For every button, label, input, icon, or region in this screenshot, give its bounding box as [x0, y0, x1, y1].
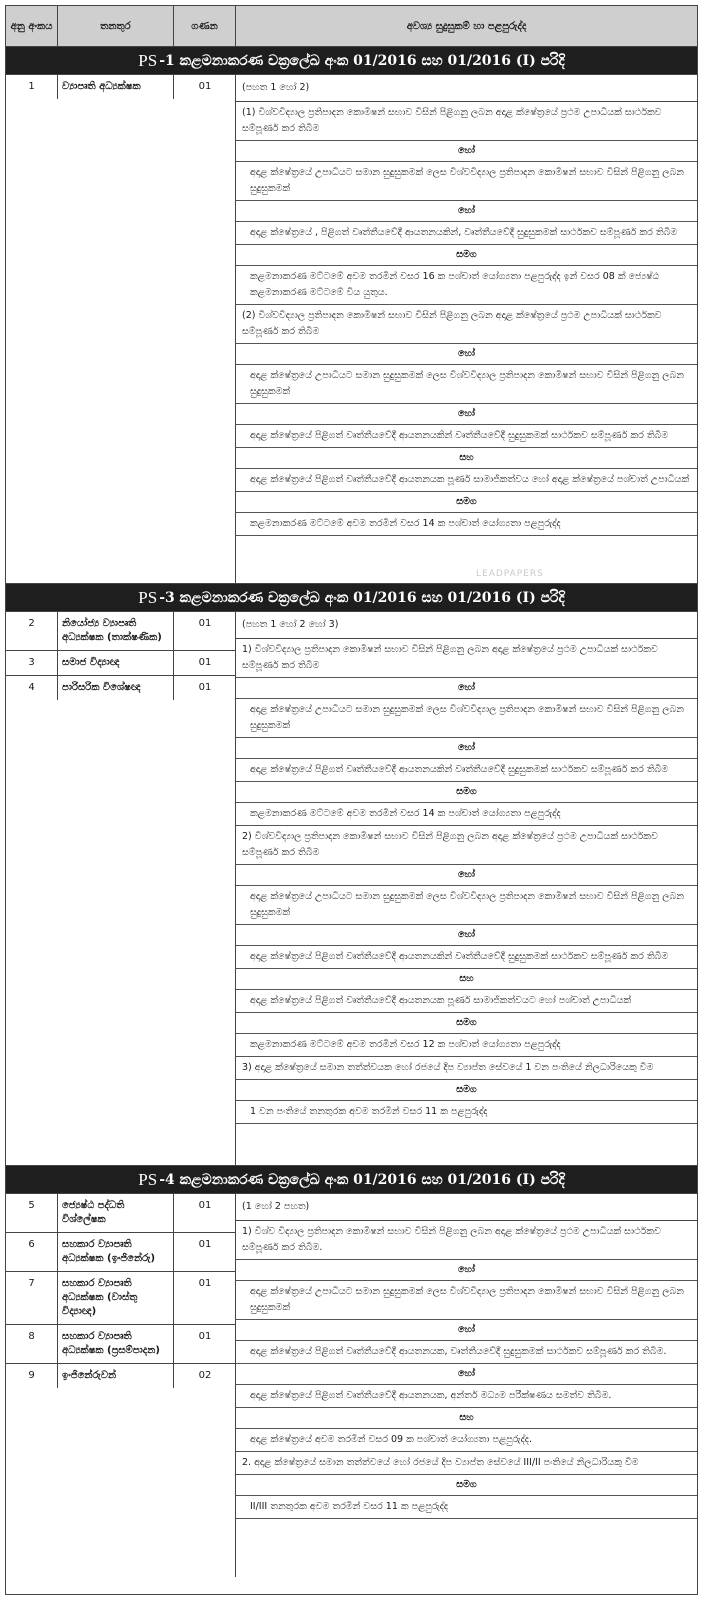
table-row [6, 1364, 235, 1388]
requirement-connector: සමග [236, 1013, 697, 1034]
requirement-line: 1) විශ්ව විද්‍යාල ප්‍රතිපාදන කොමිෂන් සභාව විසින් පිළිගනු ලබන අදාළ ක්ෂේත්‍රයේ ප්‍රථම උපාධියක් සාර්ථකව සම්පූර්ණ කර තිබීම. [236, 1221, 697, 1260]
requirement-intro: (පහත 1 හෝ 2) [236, 75, 697, 102]
section-ps3 [6, 612, 697, 1166]
requirement-line: අදාළ ක්ෂේත්‍රයේ උපාධියට සමාන සුදුසුකමක් ලෙස විශ්වවිද්‍යාල ප්‍රතිපාදන කොමිෂන් සභාව විසින් පිළිගනු ලබන සුදුසුකමක් [236, 365, 697, 404]
row-post-title: නියෝජ්‍ය ව්‍යාපෘති අධ්‍යක්ෂක (තාක්ෂණික) [58, 612, 174, 650]
requirement-line: 1 වන පංතියේ තනතුරක අවම තරමින් වසර 11 ක පළපුරුද්ද [236, 1101, 697, 1124]
row-post-title: සහකාර ව්‍යාපෘති අධ්‍යක්ෂක (ප්‍රසම්පාදන) [58, 1325, 174, 1363]
requirements-cell [236, 1194, 697, 1577]
requirement-connector: සහ [236, 1408, 697, 1429]
row-post-title: ව්‍යාපෘති අධ්‍යක්ෂක [58, 75, 174, 99]
row-serial: 4 [6, 676, 58, 700]
band-title: -3 කළමනාකරණ චක්‍රලේඛ අංක 01/2016 සහ 01/2016 (I) පරිදි [159, 589, 565, 606]
requirement-line: අදාළ ක්ෂේත්‍රයේ පිළිගත් වෘත්තීයවේදී ආයතනයක පූර්ණ සාමාජිකත්වයට හෝ පශ්චාත් උපාධියක් [236, 990, 697, 1013]
requirement-connector: හෝ [236, 738, 697, 759]
header-serial: අනු අංකය [6, 6, 58, 46]
requirement-connector: හෝ [236, 344, 697, 365]
row-count: 01 [198, 1200, 212, 1211]
header-post: තනතුර [58, 6, 174, 46]
requirement-connector: සමග [236, 1080, 697, 1101]
requirement-connector: හෝ [236, 865, 697, 886]
section-ps1 [6, 75, 697, 584]
requirement-line: අදාළ ක්ෂේත්‍රයේ උපාධියට සමාන සුදුසුකමක් ලෙස විශ්වවිද්‍යාල ප්‍රතිපාදන කොමිෂන් සභාව විසින් පිළිගනු ලබන සුදුසුකමක් [236, 886, 697, 925]
post-list [6, 75, 236, 583]
table-header [6, 6, 697, 47]
row-serial: 5 [6, 1194, 58, 1232]
row-count: 01 [198, 682, 212, 693]
requirement-line: අදාළ ක්ෂේත්‍රයේ පිළිගත් වෘත්තීයවේදී ආයතනයක, වෘත්තීයවේදී සුදුසුකමක් සාර්ථකව සම්පූර්ණ කර තිබීම. [236, 1341, 697, 1364]
requirement-connector: හෝ [236, 1260, 697, 1281]
row-count: 01 [198, 1239, 212, 1250]
requirement-line: (2) විශ්වවිද්‍යාල ප්‍රතිපාදන කොමිෂන් සභාව විසින් පිළිගනු ලබන අදාළ ක්ෂේත්‍රයේ ප්‍රථම උපාධියක් සාර්ථකව සම්පූර්ණ කර තිබීම [236, 305, 697, 344]
row-serial: 6 [6, 1233, 58, 1271]
requirement-line: අදාළ ක්ෂේත්‍රයේ අවම තරමින් වසර 09 ක පශ්චාත් යෝග්‍යතා පළපුරුද්ද. [236, 1429, 697, 1452]
requirement-connector: සමග [236, 782, 697, 803]
table-row [6, 1272, 235, 1325]
table-row [6, 1233, 235, 1272]
row-count: 02 [198, 1370, 212, 1381]
requirement-line: 3) අදාළ ක්ෂේත්‍රයේ සමාන තත්ත්වයක හෝ රජයේ දිප ව්‍යාප්ත සේවයේ 1 වන පංතියේ නිලධාරියෙකු වීම [236, 1057, 697, 1080]
section-band-ps3 [6, 584, 697, 612]
band-ps-label: PS [138, 587, 158, 607]
requirement-connector: හෝ [236, 201, 697, 222]
requirement-line: අදාළ ක්ෂේත්‍රයේ පිළිගත් වෘත්තීයවේදී ආයතනයක පූර්ණ සාමාජිකත්වය හෝ අදාළ ක්ෂේත්‍රයේ පශ්චාත් උපාධියක් [236, 469, 697, 492]
table-row [6, 1325, 235, 1364]
requirement-line: 1) විශ්වවිද්‍යාල ප්‍රතිපාදන කොමිෂන් සභාව විසින් පිළිගනු ලබන අදාළ ක්ෂේත්‍රයේ ප්‍රථම උපාධියක් සාර්ථකව සම්පූර්ණ කර තිබීම [236, 639, 697, 678]
requirement-line: අදාළ ක්ෂේත්‍රයේ පිළිගත් වෘත්තීයවේදී ආයතනයකින් වෘත්තීයවේදී සුදුසුකමක් සාර්ථකව සම්පූර්ණ කර තිබීම [236, 425, 697, 448]
row-serial: 7 [6, 1272, 58, 1324]
row-serial: 9 [6, 1364, 58, 1388]
row-post-title: ඉංජිනේරුවන් [58, 1364, 174, 1388]
requirement-connector: සහ [236, 448, 697, 469]
requirement-connector: හෝ [236, 404, 697, 425]
requirements-cell [236, 75, 697, 583]
post-list [6, 612, 236, 1165]
table-row [6, 612, 235, 651]
requirement-connector: හෝ [236, 141, 697, 162]
row-count: 01 [198, 1331, 212, 1342]
row-post-title: ජ්‍යෙෂ්ඨ පද්ධති විශ්ලේෂක [58, 1194, 174, 1232]
row-post-title: සහකාර ව්‍යාපෘති අධ්‍යක්ෂක (ඉංජිනේරු) [58, 1233, 174, 1271]
band-ps-label: PS [138, 50, 158, 70]
post-list [6, 1194, 236, 1577]
section-band-ps4 [6, 1166, 697, 1194]
requirement-line: II/III තනතුරක අවම තරමින් වසර 11 ක පළපුරුද්ද [236, 1496, 697, 1519]
row-serial: 8 [6, 1325, 58, 1363]
row-post-title: සහකාර ව්‍යාපෘති අධ්‍යක්ෂක (වාස්තු විද්‍යාඥ) [58, 1272, 174, 1324]
requirement-line: අදාළ ක්ෂේත්‍රයේ උපාධියට සමාන සුදුසුකමක් ලෙස විශ්වවිද්‍යාල ප්‍රතිපාදන කොමිෂන් සභාව විසින් පිළිගනු ලබන සුදුසුකමක් [236, 162, 697, 201]
table-row [6, 676, 235, 700]
requirement-line: කළමනාකරණ මට්ටමේ අවම තරමින් වසර 14 ක පශ්චාත් යෝග්‍යතා පළපුරුද්ද [236, 803, 697, 826]
requirement-line: (1) විශ්වවිද්‍යාල ප්‍රතිපාදන කොමිෂන් සභාව විසින් පිළිගනු ලබන අදාළ ක්ෂේත්‍රයේ ප්‍රථම උපාධියක් සාර්ථකව සම්පූර්ණ කර තිබීම [236, 102, 697, 141]
requirement-line: කළමනාකරණ මට්ටමේ අවම තරමින් වසර 12 ක පශ්චාත් යෝග්‍යතා පළපුරුද්ද [236, 1034, 697, 1057]
requirement-line: කළමනාකරණ මට්ටමේ අවම තරමින් වසර 14 ක පශ්චාත් යෝග්‍යතා පළපුරුද්ද [236, 513, 697, 536]
row-count: 01 [198, 1278, 212, 1289]
requirement-intro: (1 හෝ 2 පහත) [236, 1194, 697, 1221]
requirement-connector: හෝ [236, 1320, 697, 1341]
requirements-cell [236, 612, 697, 1165]
watermark-text: LEADPAPERS [476, 569, 544, 579]
table-row [6, 1194, 235, 1233]
row-count: 01 [198, 657, 212, 668]
row-serial: 1 [6, 75, 58, 99]
requirement-line: අදාළ ක්ෂේත්‍රයේ , පිළිගත් වෘත්තීයවේදී ආයතනයකින්, වෘත්තීයවේදී සුදුසුකමක් සාර්ථකව සම්පූර්ණ කර තිබීම [236, 222, 697, 245]
row-serial: 2 [6, 612, 58, 650]
requirement-connector: හෝ [236, 925, 697, 946]
requirement-connector: සමග [236, 492, 697, 513]
row-count: 01 [198, 618, 212, 629]
row-post-title: පාරිසරික විශේෂඥ [58, 676, 174, 700]
band-title: -1 කළමනාකරණ චක්‍රලේඛ අංක 01/2016 සහ 01/2016 (I) පරිදි [159, 52, 565, 69]
header-requirements: අවශ්‍ය සුදුසුකම් හා පළපුරුද්ද [406, 20, 527, 32]
requirement-connector: සහ [236, 969, 697, 990]
requirement-line: අදාළ ක්ෂේත්‍රයේ උපාධියට සමාන සුදුසුකමක් ලෙස විශ්වවිද්‍යාල ප්‍රතිපාදන කොමිෂන් සභාව විසින් පිළිගනු ලබන සුදුසුකමක් [236, 1281, 697, 1320]
requirement-line: කළමනාකරණ මට්ටමේ අවම තරමින් වසර 16 ක පශ්චාත් යෝග්‍යතා පළපුරුද්ද ඉන් වසර 08 ක් ජ්‍යෙෂ්ඨ කළමනාකරණ මට්ටමේ විය යුතුය. [236, 266, 697, 305]
requirement-line: 2. අදාළ ක්ෂේත්‍රයේ සමාන තත්ත්වයේ හෝ රජයේ දිප ව්‍යාප්ත සේවයේ III/II පංතියේ නිලධාරියකු වීම [236, 1452, 697, 1475]
requirement-line: අදාළ ක්ෂේත්‍රයේ පිළිගත් වෘත්තීයවේදී ආයතනයක, අන්තර් මධ්‍යම පරීක්ෂණය සමත්ව තිබීම. [236, 1385, 697, 1408]
row-count: 01 [198, 81, 212, 92]
band-title: -4 කළමනාකරණ චක්‍රලේඛ අංක 01/2016 සහ 01/2016 (I) පරිදි [159, 1171, 565, 1188]
row-post-title: සමාජ විද්‍යාඥ [58, 651, 174, 675]
requirement-intro: (පහත 1 හෝ 2 හෝ 3) [236, 612, 697, 639]
requirement-line: 2) විශ්වවිද්‍යාල ප්‍රතිපාදන කොමිෂන් සභාව විසින් පිළිගනු ලබන අදාළ ක්ෂේත්‍රයේ ප්‍රථම උපාධියක් සාර්ථකව සම්පූර්ණ කර තිබීම [236, 826, 697, 865]
band-ps-label: PS [138, 1169, 158, 1189]
section-ps4 [6, 1194, 697, 1577]
requirement-line: අදාළ ක්ෂේත්‍රයේ පිළිගත් වෘත්තීයවේදී ආයතනයකින් වෘත්තීයවේදී සුදුසුකමක් සාර්ථකව සම්පූර්ණ කර තිබීම [236, 759, 697, 782]
table-row [6, 651, 235, 676]
requirement-connector: සමග [236, 245, 697, 266]
requirement-connector: හෝ [236, 678, 697, 699]
vacancy-table [5, 5, 698, 1595]
header-count: ගණන [174, 6, 236, 46]
requirement-line: අදාළ ක්ෂේත්‍රයේ උපාධියට සමාන සුදුසුකමක් ලෙස විශ්වවිද්‍යාල ප්‍රතිපාදන කොමිෂන් සභාව විසින් පිළිගනු ලබන සුදුසුකමක් [236, 699, 697, 738]
table-row [6, 75, 235, 99]
requirement-connector: සමග [236, 1475, 697, 1496]
requirement-connector: හෝ [236, 1364, 697, 1385]
row-serial: 3 [6, 651, 58, 675]
requirement-line: අදාළ ක්ෂේත්‍රයේ පිළිගත් වෘත්තීයවේදී ආයතනයකින් වෘත්තීයවේදී සුදුසුකමක් සාර්ථකව සම්පූර්ණ කර තිබීම [236, 946, 697, 969]
section-band-ps1 [6, 47, 697, 75]
